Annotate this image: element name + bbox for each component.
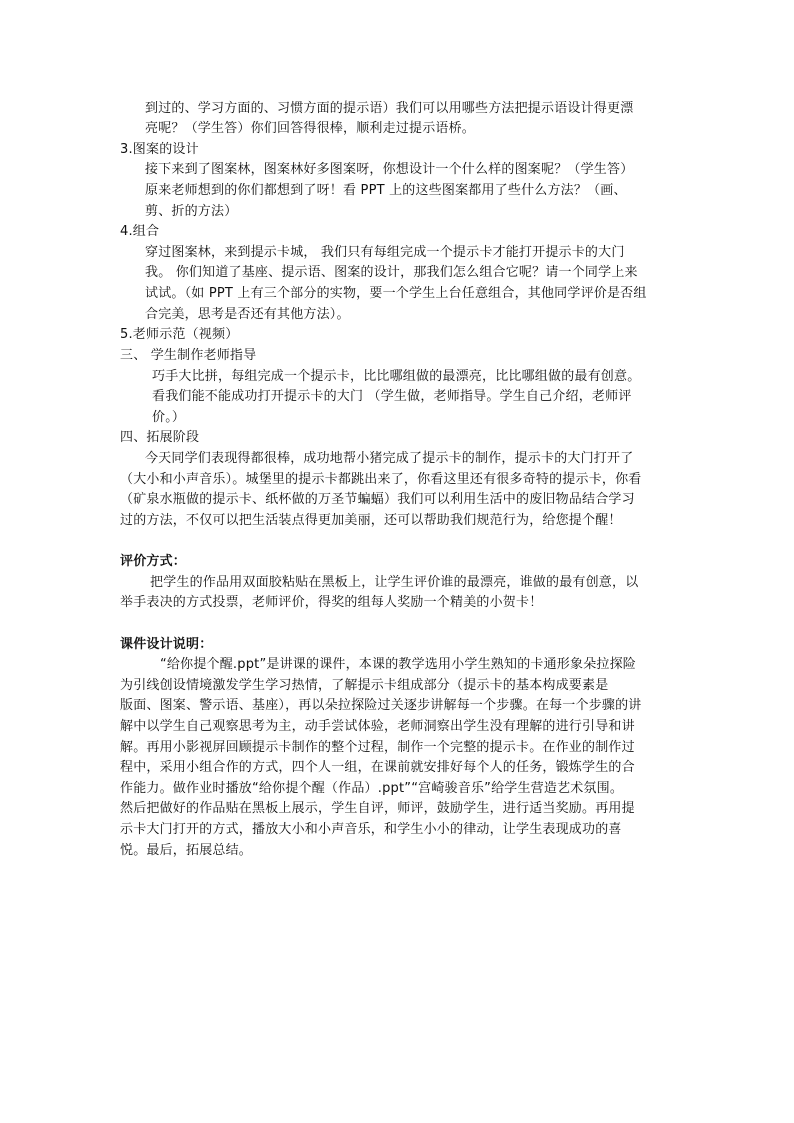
text-line: 版面、图案、警示语、基座），再以朵拉探险过关逐步讲解每一个步骤。在每一个步骤的讲: [120, 698, 642, 713]
text-line: 我。 你们知道了基座、提示语、图案的设计，那我们怎么组合它呢？请一个同学上来: [145, 265, 638, 280]
text-line: 看我们能不能成功打开提示卡的大门 （学生做，老师指导。学生自己介绍，老师评: [152, 389, 632, 404]
text-line: 示卡大门打开的方式，播放大小和小声音乐，和学生小小的律动，让学生表现成功的喜: [120, 822, 622, 837]
text-line: 解中以学生自己观察思考为主，动手尝试体验，老师洞察出学生没有理解的进行引导和讲: [120, 719, 635, 734]
heading-evaluation: 评价方式：: [120, 554, 187, 569]
text-line: 过的方法，不仅可以把生活装点得更加美丽，还可以帮助我们规范行为，给您提个醒！: [120, 513, 622, 528]
text-line: 程中，采用小组合作的方式，四个人一组，在课前就安排好每个人的任务，锻炼学生的合: [120, 760, 635, 775]
section-heading: 3.图案的设计: [120, 142, 199, 157]
text-line: 作能力。做作业时播放“给你提个醒（作品）.ppt”“宫崎骏音乐”给学生营造艺术氛围。: [120, 781, 624, 796]
text-line: 悦。最后，拓展总结。: [120, 843, 253, 858]
section-heading: 三、 学生制作老师指导: [120, 348, 257, 363]
section-heading: 四、拓展阶段: [120, 430, 200, 445]
text-line: 举手表决的方式投票，老师评价，得奖的组每人奖励一个精美的小贺卡！: [120, 595, 543, 610]
text-line: “给你提个醒.ppt”是讲课的课件，本课的教学选用小学生熟知的卡通形象朵拉探险: [160, 657, 637, 672]
text-line: 把学生的作品用双面胶粘贴在黑板上，让学生评价谁的最漂亮，谁做的最有创意，以: [150, 575, 639, 590]
heading-courseware-notes: 课件设计说明：: [120, 637, 213, 652]
text-line: 巧手大比拼，每组完成一个提示卡，比比哪组做的最漂亮，比比哪组做的最有创意。: [152, 369, 641, 384]
text-line: （大小和小声音乐）。城堡里的提示卡都跳出来了，你看这里还有很多奇特的提示卡，你看: [120, 472, 642, 487]
text-line: 然后把做好的作品贴在黑板上展示，学生自评，师评，鼓励学生，进行适当奖励。再用提: [120, 801, 635, 816]
section-heading: 4.组合: [120, 224, 160, 239]
text-line: 解。再用小影视屏回顾提示卡制作的整个过程，制作一个完整的提示卡。在作业的制作过: [120, 740, 635, 755]
text-line: 为引线创设情境激发学生学习热情，了解提示卡组成部分（提示卡的基本构成要素是: [120, 678, 609, 693]
text-line: 原来老师想到的你们都想到了呀！看 PPT 上的这些图案都用了些什么方法？（画、: [145, 183, 627, 198]
text-line: 穿过图案林，来到提示卡城， 我们只有每组完成一个提示卡才能打开提示卡的大门: [145, 245, 625, 260]
text-line: （矿泉水瓶做的提示卡、纸杯做的万圣节蝙蝠）我们可以利用生活中的废旧物品结合学习: [120, 492, 635, 507]
section-heading: 5.老师示范（视频）: [120, 327, 239, 342]
text-line: 接下来到了图案林，图案林好多图案呀，你想设计一个什么样的图案呢？（学生答）: [145, 162, 634, 177]
text-line: 今天同学们表现得都很棒，成功地帮小猪完成了提示卡的制作，提示卡的大门打开了: [145, 451, 634, 466]
text-line: 合完美，思考是否还有其他方法）。: [145, 307, 350, 322]
text-line: 试试。（如 PPT 上有三个部分的实物，要一个学生上台任意组合，其他同学评价是否组: [145, 286, 647, 301]
text-line: 剪、折的方法）: [145, 204, 238, 219]
text-line: 到过的、学习方面的、习惯方面的提示语）我们可以用哪些方法把提示语设计得更漂: [145, 101, 634, 116]
text-line: 亮呢？（学生答）你们回答得很棒，顺利走过提示语桥。: [145, 121, 476, 136]
text-line: 价。）: [152, 410, 186, 425]
